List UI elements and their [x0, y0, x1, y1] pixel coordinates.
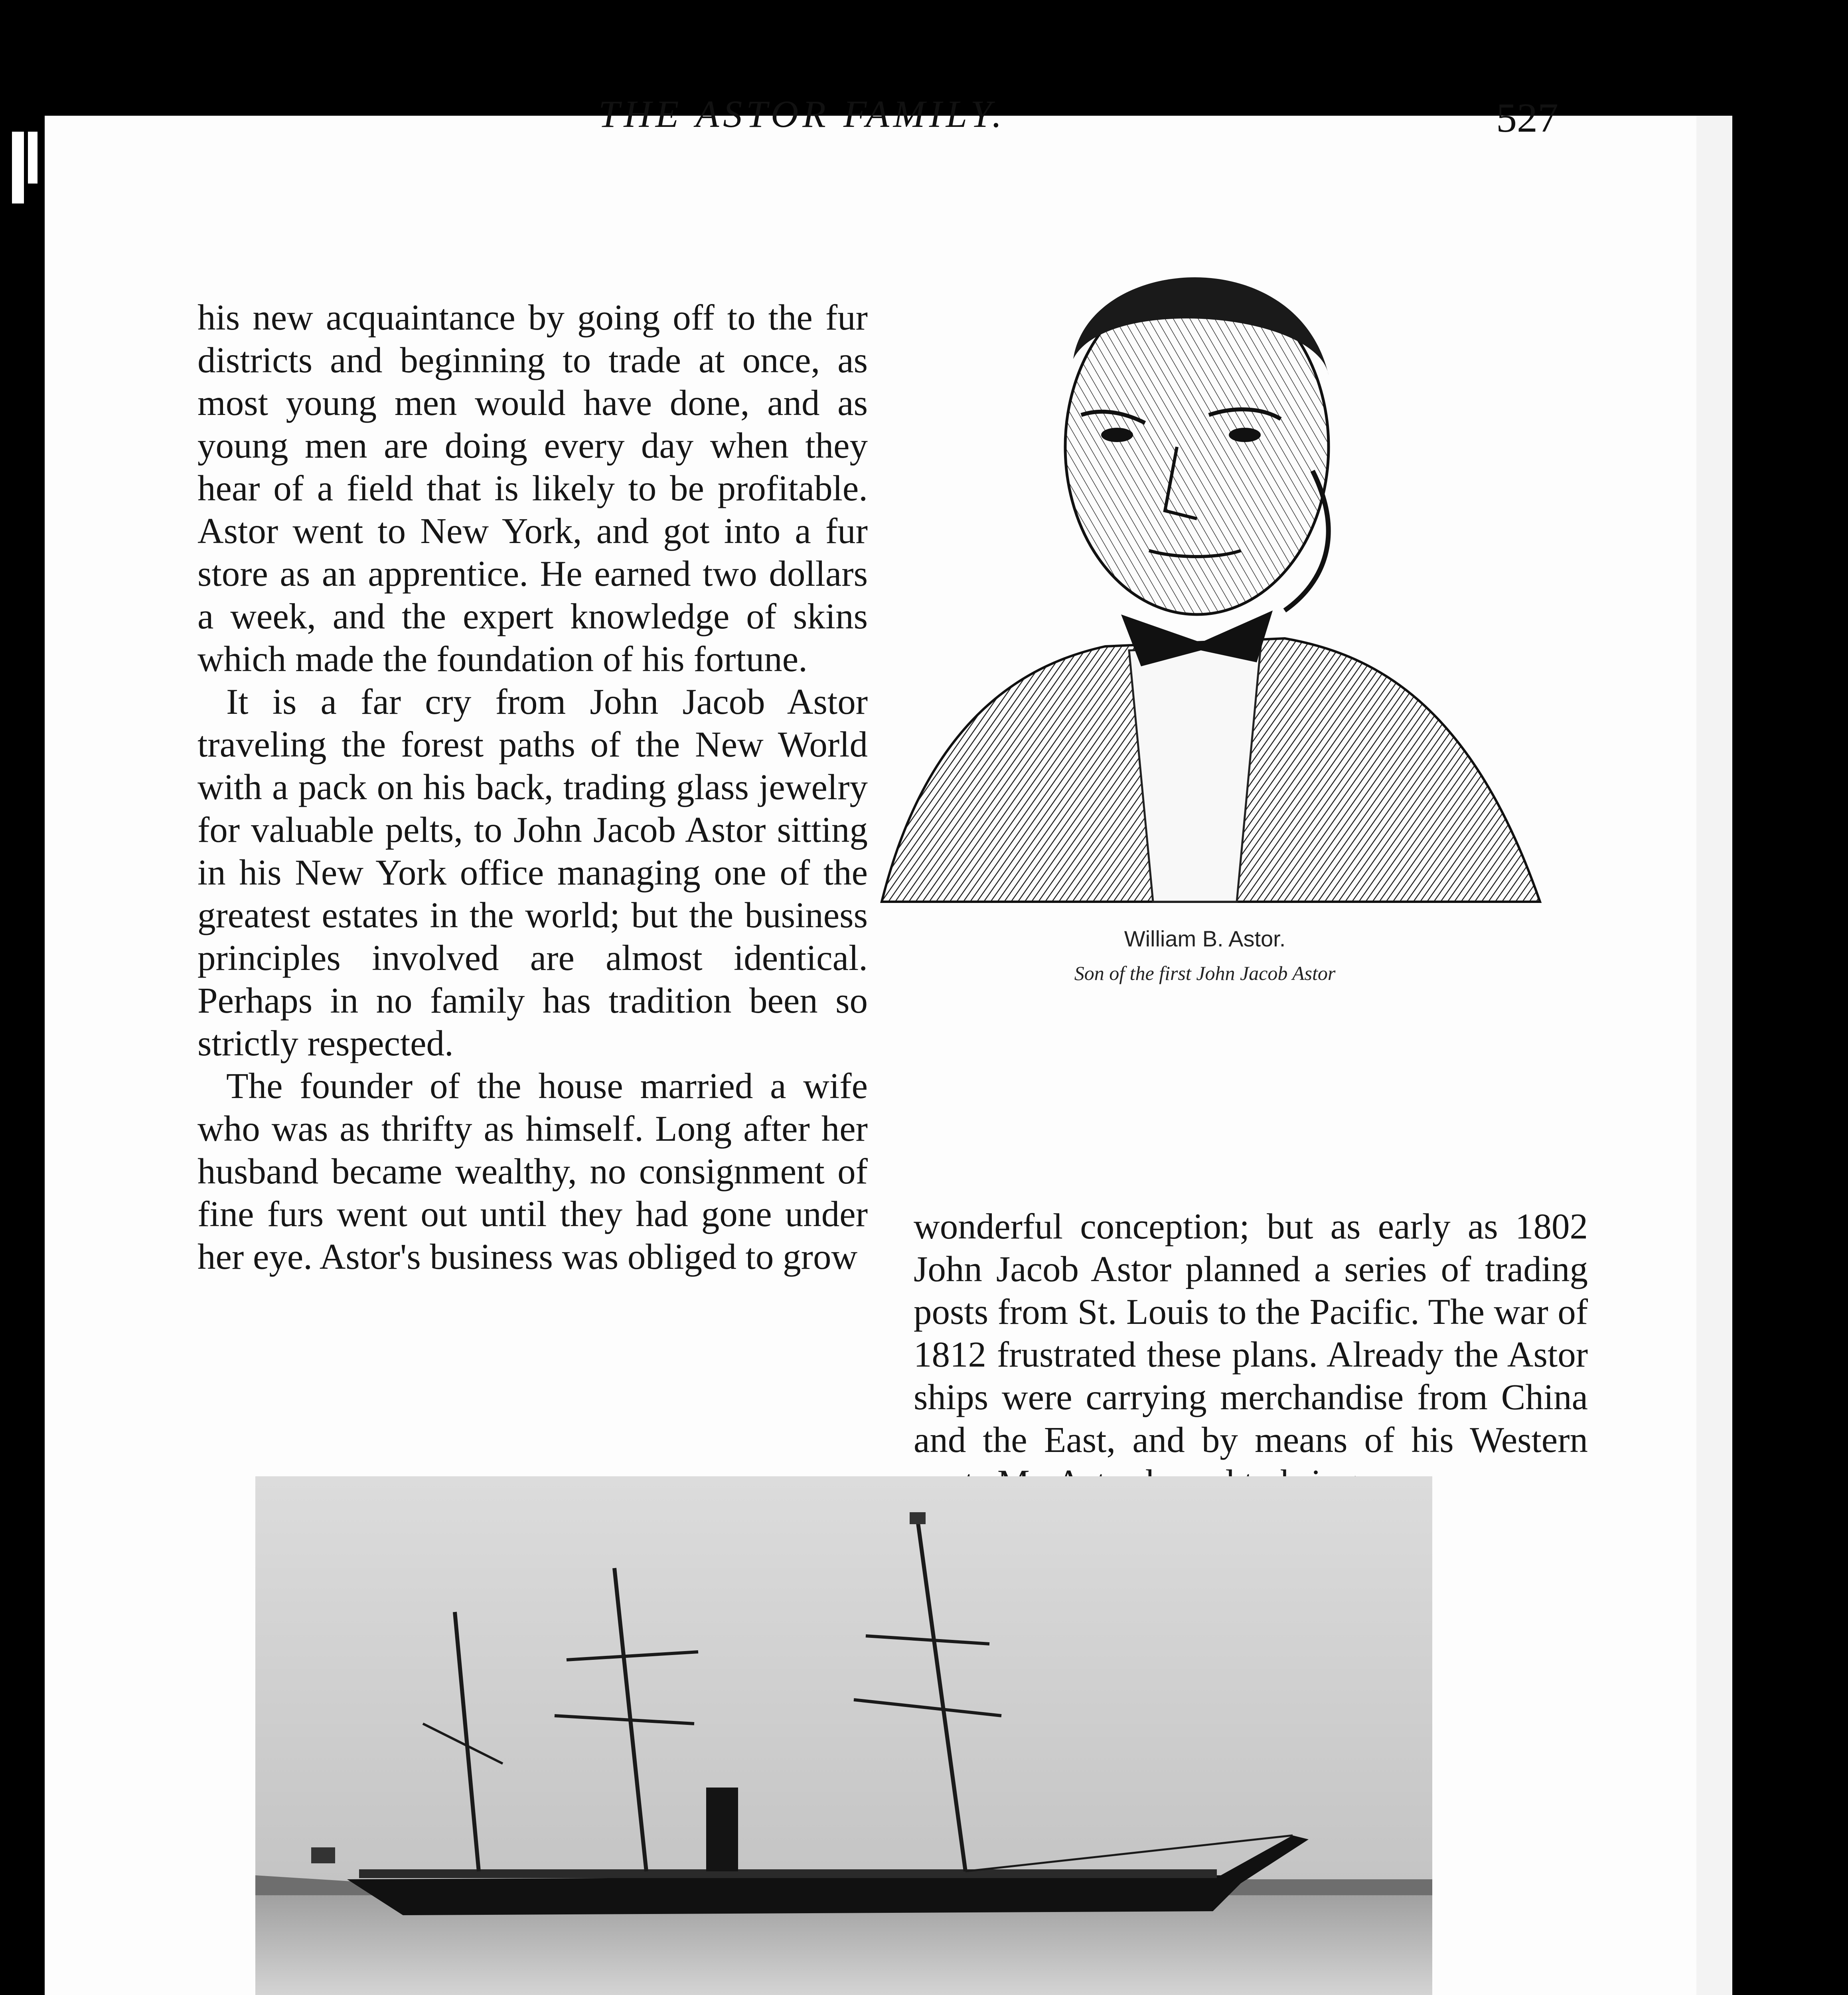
- page-edge-strip: [1696, 116, 1732, 1995]
- flag: [311, 1847, 335, 1863]
- running-head: THE ASTOR FAMILY.: [598, 93, 1006, 135]
- page-number: 527: [1496, 95, 1558, 141]
- portrait-illustration: [826, 192, 1584, 918]
- masthead-pennant: [910, 1512, 926, 1524]
- paragraph: his new acquaintance by going off to the fur districts and beginning to trade at once, as most young men would have done, and as young men are doing every day when they hear of a field that is likely to be profitable. Astor went to New York, and got into a fur store as an apprentice. He earned two dollars a week, and the expert knowledge of skins which made the foundation of his fortune.: [197, 297, 868, 679]
- paragraph: The founder of the house married a wife who was as thrifty as himself. Long after her husband became wealthy, no consignment of fine furs went out until they had gone under her eye. Astor's business was obliged to grow: [197, 1066, 868, 1277]
- left-edge-mark-2: [28, 132, 38, 184]
- head: [1065, 277, 1329, 614]
- portrait-subcaption: Son of the first John Jacob Astor: [1074, 962, 1336, 984]
- paragraph: It is a far cry from John Jacob Astor traveling the forest paths of the New World with a pack on his back, trading glass jewelry for valuable pelts, to John Jacob Astor sitting in his New York office managing one of the greatest estates in the world; but the business principles involved are almost identical. Perhaps in no family has tradition been so strictly respected.: [197, 681, 868, 1063]
- column-top-left: [197, 296, 868, 1278]
- ship-photograph: [255, 1476, 1432, 1995]
- steam-yacht-photo: [255, 1476, 1432, 1995]
- funnel: [706, 1788, 738, 1871]
- portrait-caption: William B. Astor.: [1124, 926, 1286, 951]
- paragraph: wonderful conception; but as early as 1802 John Jacob Astor planned a series of trading posts from St. Louis to the Pacific. The war of 1812 frustrated these plans. Already the Astor ships were carrying merchandise from China and the East, and by means of his Western: [914, 1206, 1588, 1460]
- portrait-engraving: [826, 192, 1584, 1053]
- left-edge-mark: [12, 132, 24, 203]
- column-top-right: [914, 1205, 1588, 1504]
